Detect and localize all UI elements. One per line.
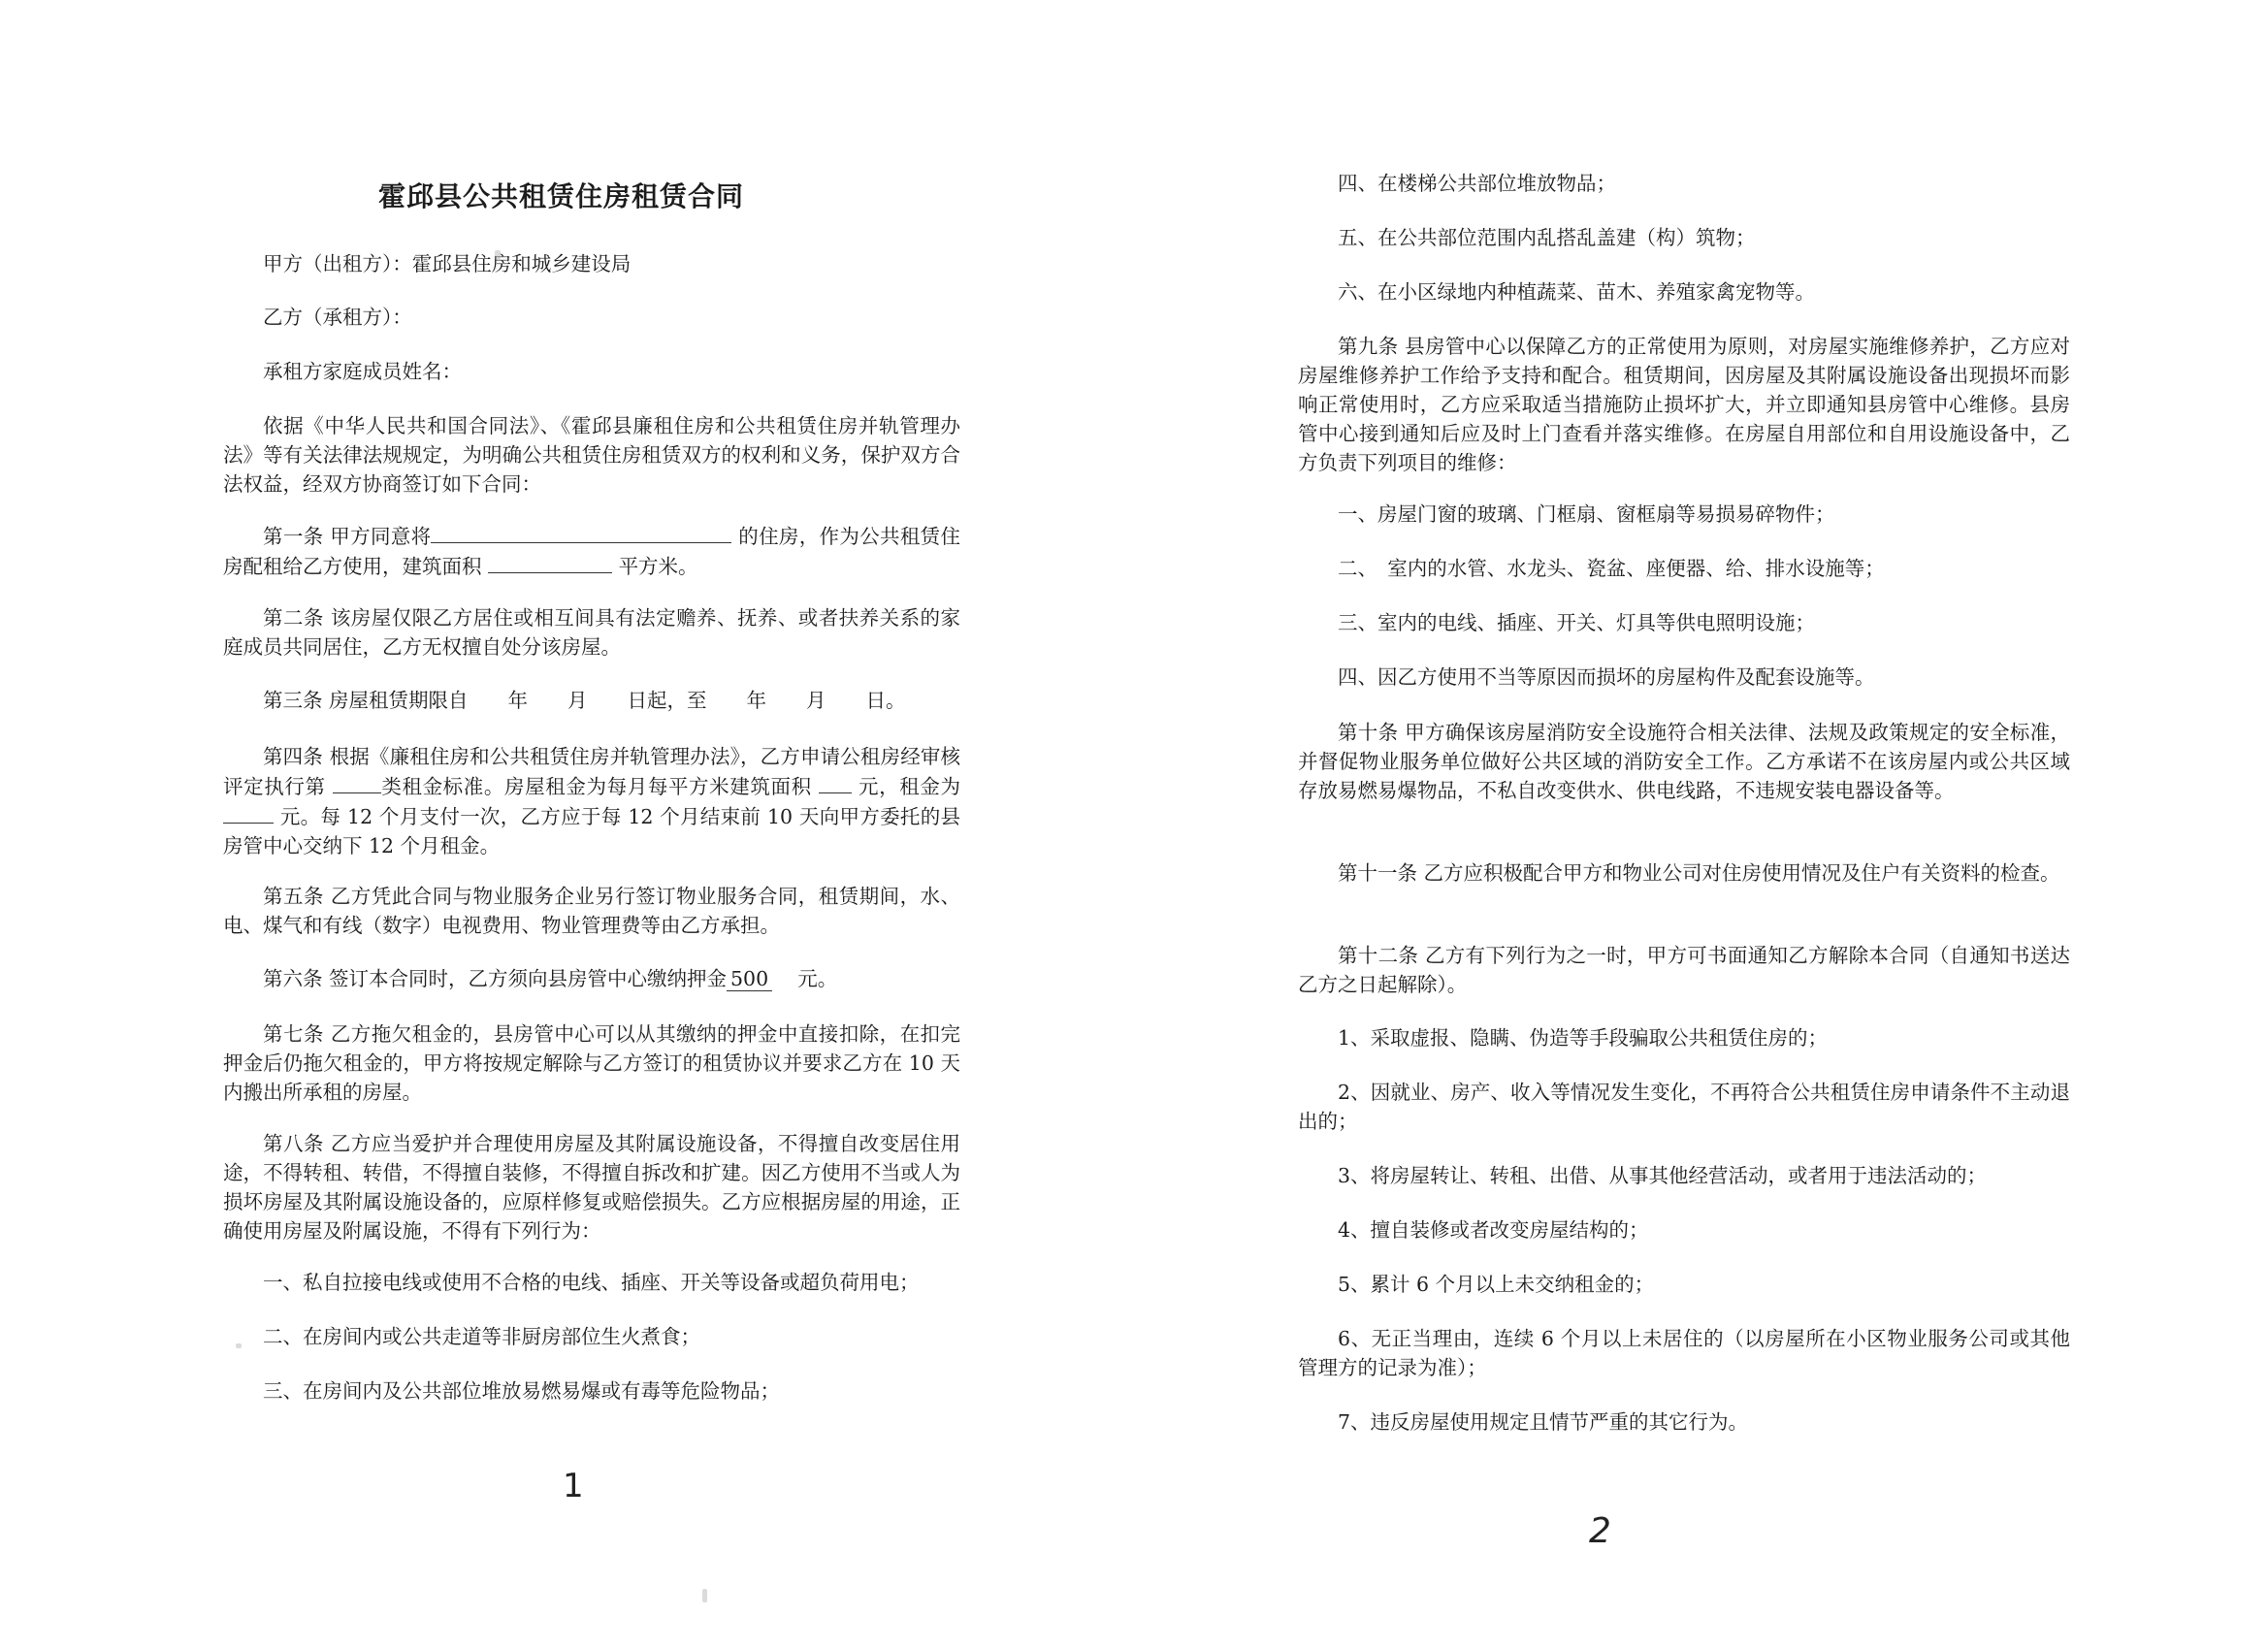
scan-speck bbox=[236, 1343, 242, 1348]
article-11: 第十一条 乙方应积极配合甲方和物业公司对住房使用情况及住户有关资料的检查。 bbox=[1338, 861, 2060, 885]
article-4-part-a: 第四条 根据《廉租住房和公共租赁住房并轨管理办法》，乙方申请公租房经审核评定执行第 bbox=[223, 745, 960, 798]
article-12: 第十二条 乙方有下列行为之一时，甲方可书面通知乙方解除本合同（自通知书送达乙方之日起解除）。 bbox=[1298, 944, 2070, 996]
article-8-item-4: 四、在楼梯公共部位堆放物品； bbox=[1338, 172, 1616, 195]
article-6-part-a: 第六条 签订本合同时，乙方须向县房管中心缴纳押金 bbox=[263, 967, 728, 990]
article-9-item-1: 一、房屋门窗的玻璃、门框扇、窗框扇等易损易碎物件； bbox=[1338, 502, 1835, 526]
article-8-item-2: 二、在房间内或公共走道等非厨房部位生火煮食； bbox=[263, 1325, 700, 1348]
scan-speck bbox=[495, 250, 501, 260]
intro-paragraph: 依据《中华人民共和国合同法》、《霍邱县廉租住房和公共租赁住房并轨管理办法》等有关法律法规规定，为明确公共租赁住房租赁双方的权利和义务，保护双方合法权益，经双方协商签订如下合同： bbox=[223, 414, 960, 496]
article-12-item-5: 5、累计 6 个月以上未交纳租金的； bbox=[1338, 1273, 1655, 1296]
page-number-1: 1 bbox=[563, 1467, 584, 1505]
article-1-part-a: 第一条 甲方同意将 bbox=[263, 525, 432, 548]
article-5: 第五条 乙方凭此合同与物业服务企业另行签订物业服务合同，租赁期间，水、电、煤气和有线（数字）电视费用、物业管理费等由乙方承担。 bbox=[223, 885, 960, 937]
article-4-part-b: 类租金标准。房屋租金为每月每平方米建筑面积 bbox=[380, 775, 812, 798]
article-2: 第二条 该房屋仅限乙方居住或相互间具有法定赡养、抚养、或者扶养关系的家庭成员共同居住，乙方无权擅自处分该房屋。 bbox=[223, 606, 960, 659]
article-10: 第十条 甲方确保该房屋消防安全设施符合相关法律、法规及政策规定的安全标准，并督促物业服务单位做好公共区域的消防安全工作。乙方承诺不在该房屋内或公共区域存放易燃易爆物品，不私自改变供水、供电线路，不违规安装电器设备等。 bbox=[1298, 721, 2070, 802]
article-7: 第七条 乙方拖欠租金的，县房管中心可以从其缴纳的押金中直接扣除，在扣完押金后仍拖欠租金的，甲方将按规定解除与乙方签订的租赁协议并要求乙方在 10 天内搬出所承租的房屋。 bbox=[223, 1022, 960, 1104]
article-6-part-b: 元。 bbox=[797, 967, 838, 990]
article-4 bbox=[223, 742, 960, 860]
article-9: 第九条 县房管中心以保障乙方的正常使用为原则，对房屋实施维修养护，乙方应对房屋维修养护工作给予支持和配合。租赁期间，因房屋及其附属设施设备出现损坏而影响正常使用时，乙方应采取适当措施防止损坏扩大，并立即通知县房管中心维修。县房管中心接到通知后应及时上门查看并落实维修。在房屋自用部位和自用设施设备中，乙方负责下列项目的维修： bbox=[1298, 335, 2070, 474]
article-8-item-6: 六、在小区绿地内种植蔬菜、苗木、养殖家禽宠物等。 bbox=[1338, 280, 1815, 304]
article-9-item-2: 二、 室内的水管、水龙头、瓷盆、座便器、给、排水设施等； bbox=[1338, 557, 1885, 580]
page-number-2: 2 bbox=[1589, 1511, 1611, 1551]
article-6 bbox=[223, 964, 960, 993]
article-1-part-b: 的住房，作为公共租赁住房配租给乙方使用，建筑面积 bbox=[223, 525, 960, 578]
area-blank bbox=[488, 551, 612, 573]
party-b: 乙方（承租方）： bbox=[263, 306, 412, 329]
article-12-item-2: 2、因就业、房产、收入等情况发生变化，不再符合公共租赁住房申请条件不主动退出的； bbox=[1298, 1081, 2070, 1133]
article-1-part-c: 平方米。 bbox=[618, 555, 698, 578]
rent-class-blank bbox=[333, 771, 381, 793]
address-blank bbox=[431, 521, 731, 543]
article-12-item-3: 3、将房屋转让、转租、出借、从事其他经营活动，或者用于违法活动的； bbox=[1338, 1164, 1988, 1187]
article-12-item-7: 7、违反房屋使用规定且情节严重的其它行为。 bbox=[1338, 1410, 1749, 1434]
party-a: 甲方（出租方）：霍邱县住房和城乡建设局 bbox=[263, 252, 632, 275]
article-12-item-4: 4、擅自装修或者改变房屋结构的； bbox=[1338, 1218, 1649, 1242]
deposit-amount: 500 bbox=[727, 967, 772, 991]
article-3: 第三条 房屋租赁期限自 年 月 日起，至 年 月 日。 bbox=[263, 689, 906, 712]
article-8-item-5: 五、在公共部位范围内乱搭乱盖建（构）筑物； bbox=[1338, 226, 1756, 249]
rent-rate-blank bbox=[819, 771, 852, 793]
contract-title: 霍邱县公共租赁住房租赁合同 bbox=[378, 180, 745, 212]
rent-amount-blank bbox=[223, 801, 274, 824]
scan-speck bbox=[702, 1589, 707, 1602]
article-4-part-c: 元，租金为 bbox=[859, 775, 960, 798]
article-12-item-1: 1、采取虚报、隐瞒、伪造等手段骗取公共租赁住房的； bbox=[1338, 1026, 1829, 1050]
article-4-part-d: 元。每 12 个月支付一次，乙方应于每 12 个月结束前 10 天向甲方委托的县房管中心交纳下 12 个月租金。 bbox=[223, 805, 960, 857]
article-9-item-3: 三、室内的电线、插座、开关、灯具等供电照明设施； bbox=[1338, 611, 1815, 634]
article-8: 第八条 乙方应当爱护并合理使用房屋及其附属设施设备，不得擅自改变居住用途，不得转租、转借，不得擅自装修，不得擅自拆改和扩建。因乙方使用不当或人为损坏房屋及其附属设施设备的，应原样修复或赔偿损失。乙方应根据房屋的用途，正确使用房屋及附属设施，不得有下列行为： bbox=[223, 1132, 960, 1243]
article-8-item-3: 三、在房间内及公共部位堆放易燃易爆或有毒等危险物品； bbox=[263, 1379, 780, 1403]
article-8-item-1: 一、私自拉接电线或使用不合格的电线、插座、开关等设备或超负荷用电； bbox=[263, 1271, 920, 1294]
article-9-item-4: 四、因乙方使用不当等原因而损坏的房屋构件及配套设施等。 bbox=[1338, 665, 1875, 689]
family-members: 承租方家庭成员姓名： bbox=[263, 360, 462, 383]
article-12-item-6: 6、无正当理由，连续 6 个月以上未居住的（以房屋所在小区物业服务公司或其他管理方的记录为准）； bbox=[1298, 1327, 2070, 1379]
article-1 bbox=[223, 521, 960, 581]
